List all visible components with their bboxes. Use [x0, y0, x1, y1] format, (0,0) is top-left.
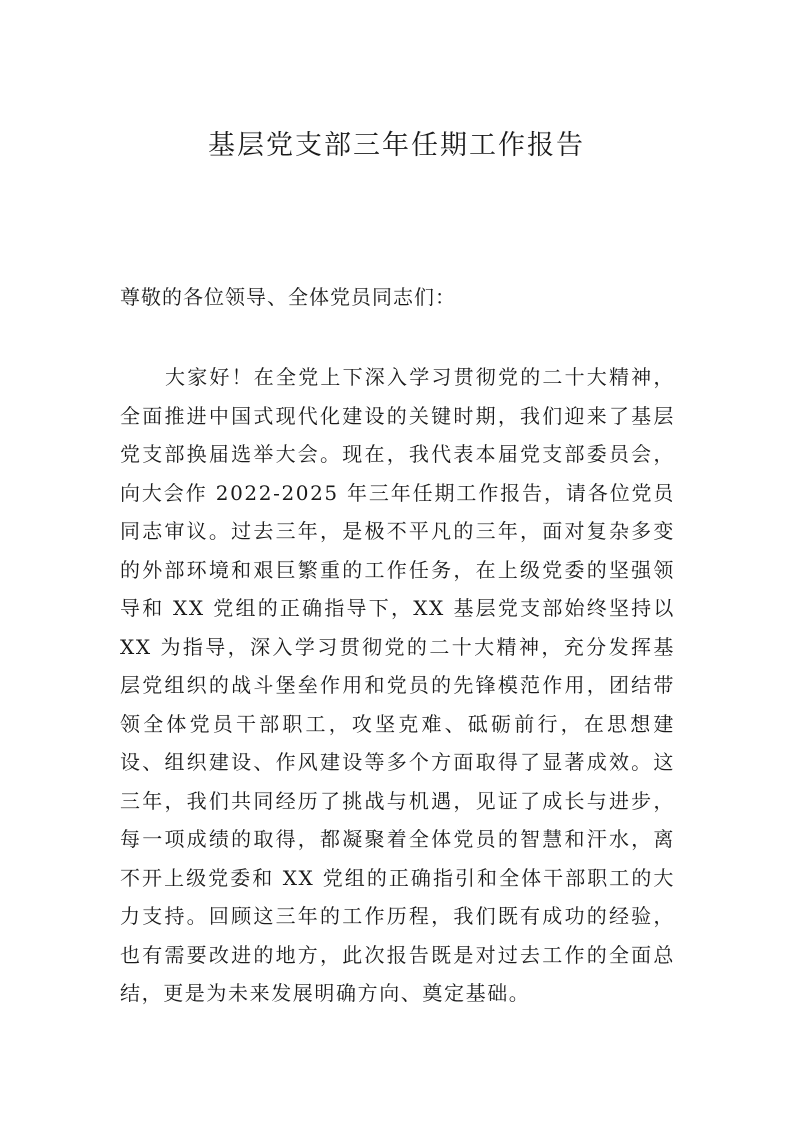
salutation: 尊敬的各位领导、全体党员同志们： [120, 285, 456, 309]
body-paragraph: 大家好！在全党上下深入学习贯彻党的二十大精神，全面推进中国式现代化建设的关键时期，我们迎来了基层党支部换届选举大会。现在，我代表本届党支部委员会，向大会作 2022-2025 年三年任期工作报告，请各位党员同志审议。过去三年，是极不平凡的三年，面对复杂多变的外部环境和艰巨繁重的工作任务，在上级党委的坚强领导和 XX 党组的正确指导下，XX 基层党支部始终坚持以 XX 为指导，深入学习贯彻党的二十大精神，充分发挥基层党组织的战斗堡垒作用和党员的先锋模范作用，团结带领全体党员干部职工，攻坚克难、砥砺前行，在思想建设、组织建设、作风建设等多个方面取得了显著成效。这三年，我们共同经历了挑战与机遇，见证了成长与进步，每一项成绩的取得，都凝聚着全体党员的智慧和汗水，离不开上级党委和 XX 党组的正确指引和全体干部职工的大力支持。回顾这三年的工作历程，我们既有成功的经验，也有需要改进的地方，此次报告既是对过去工作的全面总结，更是为未来发展明确方向、奠定基础。 [120, 365, 675, 1005]
document-title: 基层党支部三年任期工作报告 [208, 130, 585, 161]
